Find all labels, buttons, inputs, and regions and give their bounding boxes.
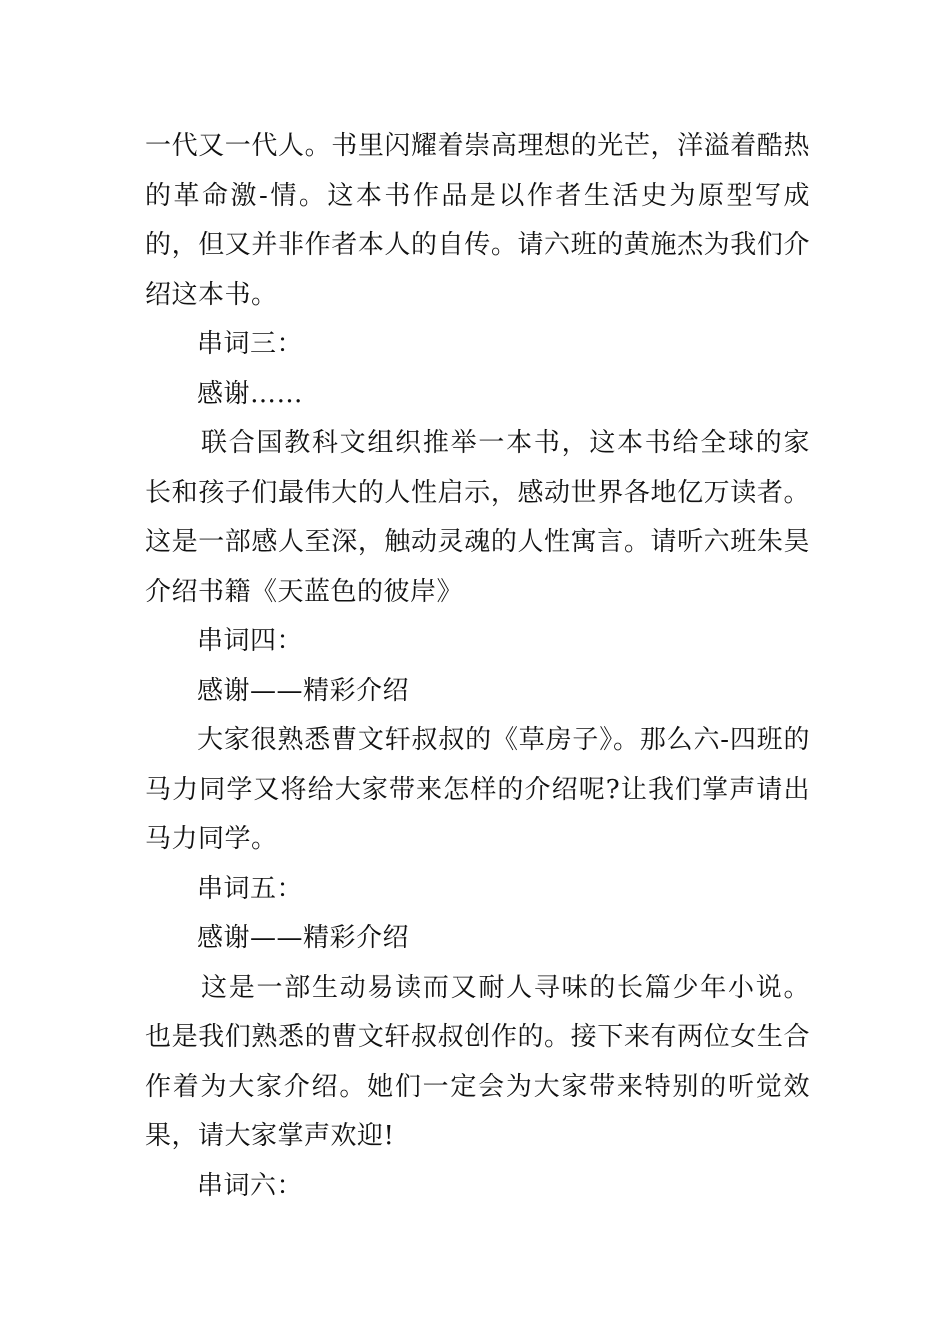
paragraph-continuation: 一代又一代人。书里闪耀着崇高理想的光芒，洋溢着酷热的革命激-情。这本书作品是以作者生活史为原型写成的，但又并非作者本人的自传。请六班的黄施杰为我们介绍这本书。: [145, 131, 810, 310]
paragraph-book-intro-3: 大家很熟悉曹文轩叔叔的《草房子》。那么六-四班的马力同学又将给大家带来怎样的介绍呢?让我们掌声请出马力同学。: [145, 725, 810, 854]
paragraph-book-intro-2: 联合国教科文组织推举一本书，这本书给全球的家长和孩子们最伟大的人性启示，感动世界各地亿万读者。这是一部感人至深，触动灵魂的人性寓言。请听六班朱昊介绍书籍《天蓝色的彼岸》: [145, 428, 810, 607]
thanks-line: 感谢——精彩介绍: [197, 675, 410, 706]
heading-transition-6: 串词六：: [197, 1170, 304, 1201]
heading-transition-3: 串词三：: [197, 329, 304, 359]
thanks-line: 感谢——精彩介绍: [197, 923, 410, 953]
heading-transition-4: 串词四：: [197, 626, 304, 656]
paragraph-book-intro-4: 这是一部生动易读而又耐人寻味的长篇少年小说。也是我们熟悉的曹文轩叔叔创作的。接下来有两位女生合作着为大家介绍。她们一定会为大家带来特别的听觉效果，请大家掌声欢迎!: [145, 972, 810, 1151]
thanks-line: 感谢……: [197, 378, 304, 409]
document-body: [145, 122, 810, 1211]
heading-transition-5: 串词五：: [197, 873, 304, 904]
